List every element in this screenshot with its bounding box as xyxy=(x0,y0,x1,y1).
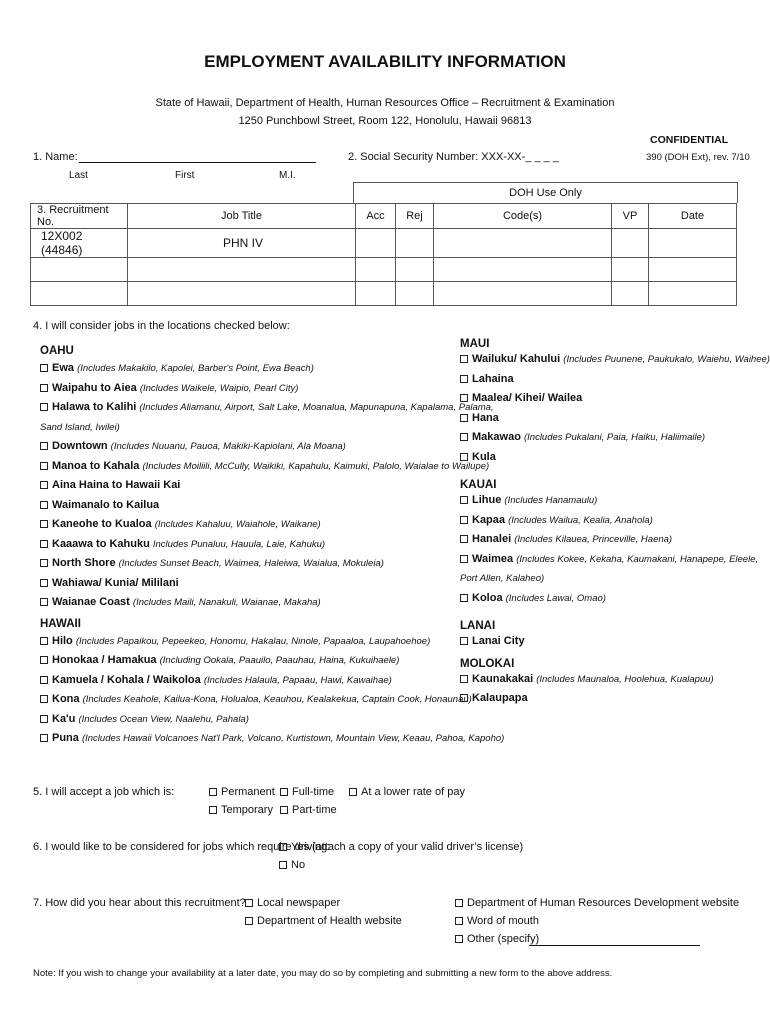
driving-no-option[interactable] xyxy=(279,859,305,871)
source-label: 7. How did you hear about this recruitment? xyxy=(33,897,246,909)
location-note: (Includes Makakilo, Kapolei, Barber's Point, Ewa Beach) xyxy=(77,363,314,374)
location-name: Kalaupapa xyxy=(472,692,528,704)
checkbox-icon[interactable] xyxy=(40,734,48,742)
footer-note: Note: If you wish to change your availability at a later date, you may do so by completing and submitting a new form to the above address. xyxy=(33,968,613,979)
location-option[interactable] xyxy=(40,496,450,516)
address-line: 1250 Punchbowl Street, Room 122, Honolulu, Hawaii 96813 xyxy=(238,115,532,127)
other-label: Other (specify) xyxy=(467,933,540,945)
location-option[interactable] xyxy=(40,554,450,574)
location-note: (Includes Maili, Nanakuli, Waianae, Makaha) xyxy=(132,597,321,608)
location-option[interactable] xyxy=(40,710,450,730)
header-vp: VP xyxy=(612,204,649,229)
permanent-option[interactable] xyxy=(209,786,275,798)
checkbox-icon[interactable] xyxy=(460,394,468,402)
location-option[interactable] xyxy=(40,515,450,535)
location-option[interactable] xyxy=(460,409,760,429)
header-date: Date xyxy=(649,204,737,229)
checkbox-icon[interactable] xyxy=(40,559,48,567)
location-name: Hana xyxy=(472,411,499,424)
location-option[interactable] xyxy=(460,589,760,609)
location-name: Lanai City xyxy=(472,635,525,647)
parttime-label: Part-time xyxy=(292,804,337,816)
dhrd-website-option[interactable] xyxy=(455,897,739,909)
location-option[interactable] xyxy=(460,370,760,390)
recruitment-table xyxy=(30,203,737,306)
location-name: Halawa to Kalihi xyxy=(52,401,137,413)
name-label: 1. Name: xyxy=(33,151,78,163)
location-note: (Includes Maunaloa, Hoolehua, Kualapuu) xyxy=(536,673,714,685)
location-note: (Includes Hawaii Volcanoes Nat'l Park, Volcano, Kurtistown, Mountain View, Keaau, Pahoa, Kapoho) xyxy=(81,733,505,744)
location-name: Aina Haina to Hawaii Kai xyxy=(52,479,181,491)
checkbox-icon[interactable] xyxy=(40,637,48,645)
checkbox-icon[interactable] xyxy=(460,594,468,602)
rej-cell xyxy=(396,282,434,306)
location-option[interactable] xyxy=(40,574,450,594)
other-option[interactable] xyxy=(455,933,539,945)
location-option[interactable] xyxy=(460,511,760,531)
location-name: Ewa xyxy=(52,362,75,374)
header-recruitment: 3. Recruitment No. xyxy=(31,204,128,229)
form-title: EMPLOYMENT AVAILABILITY INFORMATION xyxy=(204,52,566,71)
table-row xyxy=(31,229,737,258)
checkbox-icon[interactable] xyxy=(460,535,468,543)
location-name: Makawao xyxy=(472,431,521,443)
checkbox-icon[interactable] xyxy=(209,806,217,814)
name-field[interactable] xyxy=(79,162,316,163)
mi-caption: M.I. xyxy=(279,170,296,181)
checkbox-icon[interactable] xyxy=(455,899,463,907)
checkbox-icon[interactable] xyxy=(40,676,48,684)
checkbox-icon[interactable] xyxy=(280,788,288,796)
location-name: Waimanalo to Kailua xyxy=(52,498,160,511)
location-name: Waianae Coast xyxy=(52,596,130,608)
checkbox-icon[interactable] xyxy=(40,715,48,723)
date-cell xyxy=(649,258,737,282)
location-option[interactable] xyxy=(40,457,490,477)
location-option xyxy=(40,418,450,438)
location-name: Kapaa xyxy=(472,513,506,526)
location-note: (Includes Keahole, Kailua-Kona, Holualoa, Keauhou, Kealakekua, Captain Cook, Honaunau) xyxy=(82,694,472,705)
job-type-label: 5. I will accept a job which is: xyxy=(33,786,175,798)
job-title-cell[interactable] xyxy=(128,258,356,282)
location-option[interactable] xyxy=(460,530,760,550)
location-note: (Includes Halaula, Papaau, Hawi, Kawaihae) xyxy=(203,674,392,686)
location-note: (Includes Nuuanu, Pauoa, Makiki-Kapiolani, Ala Moana) xyxy=(110,441,346,452)
lower-rate-option[interactable] xyxy=(349,786,465,798)
location-note: (Includes Lawai, Omao) xyxy=(505,592,606,604)
location-name: Wailuku/ Kahului xyxy=(472,353,561,365)
location-name: Maalea/ Kihei/ Wailea xyxy=(472,392,583,404)
recruitment-cell[interactable] xyxy=(31,258,128,282)
location-name: Kaaawa to Kahuku xyxy=(52,537,150,550)
checkbox-icon[interactable] xyxy=(40,403,48,411)
checkbox-icon[interactable] xyxy=(460,433,468,441)
location-name: Honokaa / Hamakua xyxy=(52,654,157,666)
location-option[interactable] xyxy=(40,632,450,652)
permanent-label: Permanent xyxy=(221,786,275,798)
checkbox-icon[interactable] xyxy=(40,462,48,470)
driving-label: 6. I would like to be considered for jobs which require driving: xyxy=(33,841,331,853)
doh-website-option[interactable] xyxy=(245,915,402,927)
acc-cell xyxy=(356,258,396,282)
parttime-option[interactable] xyxy=(280,804,337,816)
checkbox-icon[interactable] xyxy=(460,694,468,702)
form-number: 390 (DOH Ext), rev. 7/10 xyxy=(646,152,750,163)
location-note: (Includes Papaikou, Pepeekeo, Honomu, Hakalau, Ninole, Papaaloa, Laupahoehoe) xyxy=(75,635,431,647)
rej-cell xyxy=(396,258,434,282)
location-note: Port Allen, Kalaheo) xyxy=(460,573,545,584)
checkbox-icon[interactable] xyxy=(460,555,468,563)
location-name: Puna xyxy=(52,732,79,744)
location-note: (Includes Waikele, Waipio, Pearl City) xyxy=(139,382,299,394)
checkbox-icon[interactable] xyxy=(40,442,48,450)
locations-label: 4. I will consider jobs in the locations checked below: xyxy=(33,320,290,332)
fulltime-label: Full-time xyxy=(292,786,335,798)
codes-cell xyxy=(434,229,612,258)
location-option[interactable] xyxy=(40,535,450,555)
checkbox-icon[interactable] xyxy=(460,414,468,422)
location-name: Waipahu to Aiea xyxy=(52,381,137,394)
checkbox-icon[interactable] xyxy=(40,540,48,548)
location-name: Kaunakakai xyxy=(472,672,534,685)
header-codes: Code(s) xyxy=(434,204,612,229)
vp-cell xyxy=(612,258,649,282)
location-option[interactable] xyxy=(40,437,450,457)
location-name: Waimea xyxy=(472,552,514,565)
acc-cell xyxy=(356,229,396,258)
location-note: (Includes Pukalani, Paia, Haiku, Haliimaile) xyxy=(523,432,706,443)
location-option[interactable] xyxy=(40,651,450,671)
checkbox-icon[interactable] xyxy=(349,788,357,796)
checkbox-icon[interactable] xyxy=(455,935,463,943)
location-name: Manoa to Kahala xyxy=(52,459,140,472)
location-option[interactable] xyxy=(40,359,450,379)
location-option xyxy=(460,569,760,589)
lower-rate-label: At a lower rate of pay xyxy=(361,786,465,798)
location-option[interactable] xyxy=(40,671,450,691)
kauai-list xyxy=(460,491,760,608)
temporary-option[interactable] xyxy=(209,804,273,816)
location-option[interactable] xyxy=(460,689,760,709)
location-note: (Includes Kilauea, Princeville, Haena) xyxy=(514,534,673,545)
doh-use-only: DOH Use Only xyxy=(353,182,738,203)
checkbox-icon[interactable] xyxy=(280,806,288,814)
location-option[interactable] xyxy=(460,670,760,690)
lanai-list xyxy=(460,632,760,652)
recruitment-cell[interactable] xyxy=(31,282,128,306)
checkbox-icon[interactable] xyxy=(460,453,468,461)
location-note: Includes Punaluu, Hauula, Laie, Kahuku) xyxy=(152,538,326,550)
driving-yes-label: Yes (attach a copy of your valid driver’s license) xyxy=(291,841,524,853)
location-name: Hilo xyxy=(52,634,73,647)
header-acc: Acc xyxy=(356,204,396,229)
kauai-heading: KAUAI xyxy=(460,479,497,491)
rej-cell xyxy=(396,229,434,258)
location-name: Kaneohe to Kualoa xyxy=(52,518,152,530)
checkbox-icon[interactable] xyxy=(460,355,468,363)
location-note: (Includes Aliamanu, Airport, Salt Lake, Moanalua, Mapunapuna, Kapalama, Palama, xyxy=(139,402,494,413)
codes-cell xyxy=(434,282,612,306)
location-option[interactable] xyxy=(40,398,494,418)
location-name: North Shore xyxy=(52,557,116,569)
location-name: Hanalei xyxy=(472,533,512,545)
date-cell xyxy=(649,282,737,306)
location-name: Kamuela / Kohala / Waikoloa xyxy=(52,673,201,686)
table-row xyxy=(31,282,737,306)
checkbox-icon[interactable] xyxy=(245,899,253,907)
ssn-label: 2. Social Security Number: XXX-XX-_ _ _ _ xyxy=(348,151,559,163)
location-note: (Includes Sunset Beach, Waimea, Haleiwa, Waialua, Mokuleia) xyxy=(118,558,384,569)
word-of-mouth-label: Word of mouth xyxy=(467,915,539,927)
checkbox-icon[interactable] xyxy=(279,843,287,851)
job-title-cell[interactable] xyxy=(128,282,356,306)
checkbox-icon[interactable] xyxy=(460,637,468,645)
location-name: Lihue xyxy=(472,494,502,506)
temporary-label: Temporary xyxy=(221,804,273,816)
right-locations-column xyxy=(460,338,770,709)
location-name: Downtown xyxy=(52,440,108,452)
checkbox-icon[interactable] xyxy=(245,917,253,925)
hawaii-heading: HAWAII xyxy=(40,617,81,630)
newspaper-label: Local newspaper xyxy=(257,897,341,909)
location-note: (Includes Wailua, Kealia, Anahola) xyxy=(508,514,653,526)
driving-no-label: No xyxy=(291,859,306,871)
location-option[interactable] xyxy=(460,448,760,468)
location-name: Lahaina xyxy=(472,372,514,385)
location-note: (Includes Kokee, Kekaha, Kaumakani, Hanapepe, Eleele, xyxy=(516,553,759,565)
date-cell xyxy=(649,229,737,258)
location-name: Kona xyxy=(52,693,80,705)
checkbox-icon[interactable] xyxy=(40,695,48,703)
checkbox-icon[interactable] xyxy=(460,675,468,683)
agency-line: State of Hawaii, Department of Health, Human Resources Office – Recruitment & Examination xyxy=(155,97,615,109)
location-option[interactable] xyxy=(460,428,760,448)
location-option[interactable] xyxy=(460,350,770,370)
checkbox-icon[interactable] xyxy=(455,917,463,925)
job-title-cell[interactable]: PHN IV xyxy=(128,229,356,258)
checkbox-icon[interactable] xyxy=(40,598,48,606)
location-note: Sand Island, Iwilei) xyxy=(40,421,120,433)
recruitment-cell[interactable]: 12X002 (44846) xyxy=(31,229,128,258)
lanai-heading: LANAI xyxy=(460,620,496,632)
codes-cell xyxy=(434,258,612,282)
location-name: Koloa xyxy=(472,591,503,604)
confidential-label: CONFIDENTIAL xyxy=(650,134,729,146)
location-note: (Includes Ocean View, Naalehu, Pahala) xyxy=(78,713,249,725)
checkbox-icon[interactable] xyxy=(460,375,468,383)
location-note: (Includes Hanamaulu) xyxy=(504,495,598,506)
location-option[interactable] xyxy=(460,550,760,570)
driving-yes-option[interactable] xyxy=(279,841,523,853)
first-caption: First xyxy=(175,170,195,181)
checkbox-icon[interactable] xyxy=(460,516,468,524)
doh-website-label: Department of Health website xyxy=(257,915,402,927)
other-specify-field[interactable] xyxy=(529,945,700,946)
header-rej: Rej xyxy=(396,204,434,229)
dhrd-website-label: Department of Human Resources Development website xyxy=(467,897,740,909)
header-job-title: Job Title xyxy=(128,204,356,229)
location-note: (Includes Kahaluu, Waiahole, Waikane) xyxy=(154,519,321,530)
word-of-mouth-option[interactable] xyxy=(455,915,539,927)
acc-cell xyxy=(356,282,396,306)
checkbox-icon[interactable] xyxy=(40,364,48,372)
molokai-heading: MOLOKAI xyxy=(460,657,515,670)
vp-cell xyxy=(612,229,649,258)
checkbox-icon[interactable] xyxy=(279,861,287,869)
location-option[interactable] xyxy=(460,389,760,409)
table-row xyxy=(31,258,737,282)
maui-heading: MAUI xyxy=(460,338,490,350)
maui-list xyxy=(460,350,770,467)
checkbox-icon[interactable] xyxy=(209,788,217,796)
location-option[interactable] xyxy=(460,491,760,511)
oahu-heading: OAHU xyxy=(40,345,74,357)
last-caption: Last xyxy=(69,170,88,181)
location-note: (Includes Moiliili, McCully, Waikiki, Kapahulu, Kaimuki, Palolo, Waialae to Wailupe) xyxy=(142,460,490,472)
checkbox-icon[interactable] xyxy=(40,384,48,392)
location-option[interactable] xyxy=(460,632,760,652)
location-name: Ka'u xyxy=(52,712,76,725)
checkbox-icon[interactable] xyxy=(40,579,48,587)
location-option[interactable] xyxy=(40,593,450,613)
checkbox-icon[interactable] xyxy=(40,501,48,509)
checkbox-icon[interactable] xyxy=(40,481,48,489)
location-option[interactable] xyxy=(40,729,505,749)
checkbox-icon[interactable] xyxy=(40,656,48,664)
location-option[interactable] xyxy=(40,690,472,710)
newspaper-option[interactable] xyxy=(245,897,340,909)
vp-cell xyxy=(612,282,649,306)
location-option[interactable] xyxy=(40,379,450,399)
checkbox-icon[interactable] xyxy=(460,496,468,504)
molokai-list xyxy=(460,670,760,709)
location-note: (Includes Puunene, Paukukalo, Waiehu, Waihee) xyxy=(563,354,770,365)
checkbox-icon[interactable] xyxy=(40,520,48,528)
location-name: Wahiawa/ Kunia/ Mililani xyxy=(52,576,179,589)
location-name: Kula xyxy=(472,450,496,463)
location-note: (Including Ookala, Paauilo, Paauhau, Haina, Kukuihaele) xyxy=(159,655,400,666)
location-option[interactable] xyxy=(40,476,450,496)
fulltime-option[interactable] xyxy=(280,786,334,798)
